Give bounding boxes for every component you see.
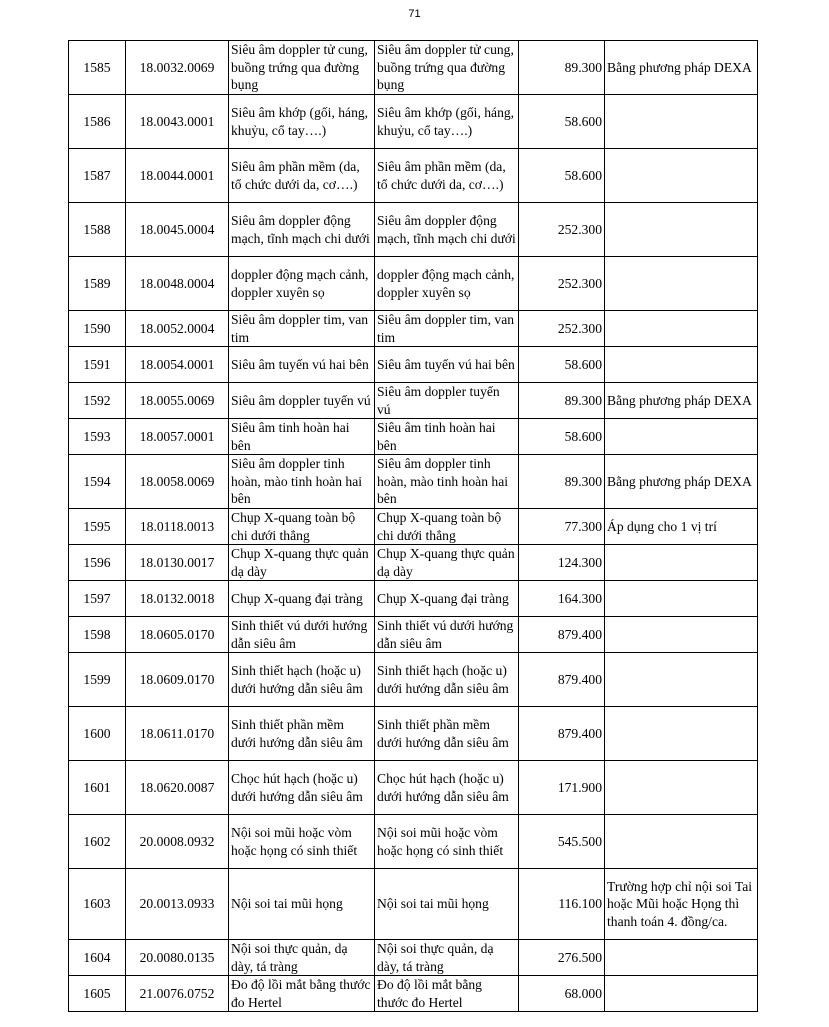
row-number-cell: 1603 (69, 869, 126, 940)
note-cell: Bằng phương pháp DEXA (605, 41, 758, 95)
service-name-approved-cell: doppler động mạch cảnh, doppler xuyên sọ (375, 257, 519, 311)
service-name-approved-cell: Sinh thiết phần mềm dưới hướng dẫn siêu âm (375, 707, 519, 761)
row-number-cell: 1586 (69, 95, 126, 149)
service-code-cell: 18.0057.0001 (126, 419, 229, 455)
service-code-cell: 18.0620.0087 (126, 761, 229, 815)
row-number-cell: 1594 (69, 455, 126, 509)
price-cell: 89.300 (519, 455, 605, 509)
note-cell (605, 653, 758, 707)
note-cell (605, 419, 758, 455)
service-name-cell: Siêu âm tinh hoàn hai bên (229, 419, 375, 455)
table-row (69, 41, 758, 95)
note-cell (605, 311, 758, 347)
row-number-cell: 1597 (69, 581, 126, 617)
table-row (69, 707, 758, 761)
table-row (69, 761, 758, 815)
row-number-cell: 1605 (69, 976, 126, 1012)
price-cell: 879.400 (519, 653, 605, 707)
note-cell (605, 617, 758, 653)
table-row (69, 653, 758, 707)
row-number-cell: 1601 (69, 761, 126, 815)
service-code-cell: 18.0130.0017 (126, 545, 229, 581)
table-row (69, 419, 758, 455)
price-cell: 89.300 (519, 41, 605, 95)
service-name-approved-cell: Sinh thiết vú dưới hướng dẫn siêu âm (375, 617, 519, 653)
service-code-cell: 18.0045.0004 (126, 203, 229, 257)
note-cell (605, 976, 758, 1012)
row-number-cell: 1595 (69, 509, 126, 545)
service-name-approved-cell: Siêu âm doppler tử cung, buồng trứng qua đường bụng (375, 41, 519, 95)
price-cell: 879.400 (519, 707, 605, 761)
table-row (69, 95, 758, 149)
price-cell: 124.300 (519, 545, 605, 581)
table-row (69, 311, 758, 347)
service-name-cell: Nội soi mũi hoặc vòm hoặc họng có sinh thiết (229, 815, 375, 869)
service-code-cell: 18.0058.0069 (126, 455, 229, 509)
note-cell (605, 149, 758, 203)
price-cell: 58.600 (519, 149, 605, 203)
note-cell (605, 347, 758, 383)
note-cell (605, 940, 758, 976)
service-name-cell: Chụp X-quang đại tràng (229, 581, 375, 617)
service-code-cell: 18.0611.0170 (126, 707, 229, 761)
table-row (69, 869, 758, 940)
service-name-cell: Đo độ lồi mắt bằng thước đo Hertel (229, 976, 375, 1012)
note-cell (605, 761, 758, 815)
service-name-cell: Siêu âm khớp (gối, háng, khuỷu, cổ tay….) (229, 95, 375, 149)
note-cell (605, 203, 758, 257)
service-name-approved-cell: Siêu âm tinh hoàn hai bên (375, 419, 519, 455)
table-row (69, 545, 758, 581)
service-name-approved-cell: Chọc hút hạch (hoặc u) dưới hướng dẫn siêu âm (375, 761, 519, 815)
note-cell: Áp dụng cho 1 vị trí (605, 509, 758, 545)
service-name-approved-cell: Nội soi tai mũi họng (375, 869, 519, 940)
table-row (69, 976, 758, 1012)
service-code-cell: 20.0008.0932 (126, 815, 229, 869)
price-cell: 58.600 (519, 95, 605, 149)
price-cell: 879.400 (519, 617, 605, 653)
row-number-cell: 1604 (69, 940, 126, 976)
service-code-cell: 20.0013.0933 (126, 869, 229, 940)
table-row (69, 257, 758, 311)
service-name-cell: Siêu âm doppler tim, van tim (229, 311, 375, 347)
service-code-cell: 18.0032.0069 (126, 41, 229, 95)
service-name-cell: doppler động mạch cảnh, doppler xuyên sọ (229, 257, 375, 311)
row-number-cell: 1593 (69, 419, 126, 455)
service-name-cell: Nội soi tai mũi họng (229, 869, 375, 940)
row-number-cell: 1602 (69, 815, 126, 869)
service-name-cell: Sinh thiết phần mềm dưới hướng dẫn siêu âm (229, 707, 375, 761)
service-code-cell: 18.0118.0013 (126, 509, 229, 545)
service-name-cell: Siêu âm phần mềm (da, tổ chức dưới da, cơ….) (229, 149, 375, 203)
service-name-cell: Sinh thiết hạch (hoặc u) dưới hướng dẫn siêu âm (229, 653, 375, 707)
service-name-cell: Nội soi thực quản, dạ dày, tá tràng (229, 940, 375, 976)
table-row (69, 149, 758, 203)
service-name-approved-cell: Siêu âm tuyến vú hai bên (375, 347, 519, 383)
service-name-approved-cell: Nội soi thực quản, dạ dày, tá tràng (375, 940, 519, 976)
table-row (69, 203, 758, 257)
service-name-cell: Chụp X-quang thực quản dạ dày (229, 545, 375, 581)
row-number-cell: 1590 (69, 311, 126, 347)
service-name-cell: Siêu âm doppler tử cung, buồng trứng qua đường bụng (229, 41, 375, 95)
service-name-approved-cell: Chụp X-quang toàn bộ chi dưới thẳng (375, 509, 519, 545)
table-row (69, 940, 758, 976)
service-name-approved-cell: Nội soi mũi hoặc vòm hoặc họng có sinh thiết (375, 815, 519, 869)
price-cell: 77.300 (519, 509, 605, 545)
price-cell: 276.500 (519, 940, 605, 976)
service-name-approved-cell: Đo độ lồi mắt bằng thước đo Hertel (375, 976, 519, 1012)
service-name-cell: Siêu âm doppler động mạch, tĩnh mạch chi dưới (229, 203, 375, 257)
page-number: 71 (408, 8, 421, 20)
service-code-cell: 18.0044.0001 (126, 149, 229, 203)
service-code-cell: 18.0043.0001 (126, 95, 229, 149)
service-name-cell: Siêu âm doppler tinh hoàn, mào tinh hoàn hai bên (229, 455, 375, 509)
table-row (69, 347, 758, 383)
table-row (69, 455, 758, 509)
price-cell: 252.300 (519, 311, 605, 347)
service-name-approved-cell: Siêu âm doppler tuyến vú (375, 383, 519, 419)
row-number-cell: 1588 (69, 203, 126, 257)
service-name-approved-cell: Siêu âm doppler tim, van tim (375, 311, 519, 347)
price-cell: 89.300 (519, 383, 605, 419)
row-number-cell: 1589 (69, 257, 126, 311)
price-cell: 252.300 (519, 203, 605, 257)
row-number-cell: 1596 (69, 545, 126, 581)
service-code-cell: 18.0609.0170 (126, 653, 229, 707)
service-name-approved-cell: Chụp X-quang thực quản dạ dày (375, 545, 519, 581)
price-cell: 68.000 (519, 976, 605, 1012)
row-number-cell: 1587 (69, 149, 126, 203)
row-number-cell: 1591 (69, 347, 126, 383)
service-code-cell: 18.0054.0001 (126, 347, 229, 383)
table-row (69, 509, 758, 545)
note-cell (605, 95, 758, 149)
note-cell: Bằng phương pháp DEXA (605, 455, 758, 509)
price-cell: 58.600 (519, 419, 605, 455)
price-cell: 252.300 (519, 257, 605, 311)
row-number-cell: 1585 (69, 41, 126, 95)
service-code-cell: 18.0132.0018 (126, 581, 229, 617)
row-number-cell: 1600 (69, 707, 126, 761)
service-name-approved-cell: Siêu âm phần mềm (da, tổ chức dưới da, cơ….) (375, 149, 519, 203)
note-cell (605, 581, 758, 617)
table-row (69, 617, 758, 653)
service-name-approved-cell: Siêu âm khớp (gối, háng, khuỷu, cổ tay….) (375, 95, 519, 149)
table-row (69, 383, 758, 419)
price-cell: 545.500 (519, 815, 605, 869)
note-cell (605, 257, 758, 311)
price-cell: 171.900 (519, 761, 605, 815)
price-table (68, 40, 758, 1012)
note-cell (605, 545, 758, 581)
service-name-cell: Siêu âm tuyến vú hai bên (229, 347, 375, 383)
service-name-approved-cell: Chụp X-quang đại tràng (375, 581, 519, 617)
service-code-cell: 18.0055.0069 (126, 383, 229, 419)
price-cell: 116.100 (519, 869, 605, 940)
table-row (69, 581, 758, 617)
note-cell (605, 815, 758, 869)
service-code-cell: 18.0052.0004 (126, 311, 229, 347)
note-cell: Bằng phương pháp DEXA (605, 383, 758, 419)
service-name-cell: Chụp X-quang toàn bộ chi dưới thẳng (229, 509, 375, 545)
note-cell: Trường hợp chỉ nội soi Tai hoặc Mũi hoặc Họng thì thanh toán 4. đồng/ca. (605, 869, 758, 940)
service-name-approved-cell: Sinh thiết hạch (hoặc u) dưới hướng dẫn siêu âm (375, 653, 519, 707)
service-code-cell: 18.0048.0004 (126, 257, 229, 311)
service-name-cell: Chọc hút hạch (hoặc u) dưới hướng dẫn siêu âm (229, 761, 375, 815)
row-number-cell: 1599 (69, 653, 126, 707)
service-name-cell: Sinh thiết vú dưới hướng dẫn siêu âm (229, 617, 375, 653)
service-name-approved-cell: Siêu âm doppler động mạch, tĩnh mạch chi dưới (375, 203, 519, 257)
service-code-cell: 20.0080.0135 (126, 940, 229, 976)
price-cell: 164.300 (519, 581, 605, 617)
service-code-cell: 18.0605.0170 (126, 617, 229, 653)
row-number-cell: 1592 (69, 383, 126, 419)
service-name-cell: Siêu âm doppler tuyến vú (229, 383, 375, 419)
table-row (69, 815, 758, 869)
note-cell (605, 707, 758, 761)
row-number-cell: 1598 (69, 617, 126, 653)
service-name-approved-cell: Siêu âm doppler tinh hoàn, mào tinh hoàn hai bên (375, 455, 519, 509)
price-cell: 58.600 (519, 347, 605, 383)
service-code-cell: 21.0076.0752 (126, 976, 229, 1012)
